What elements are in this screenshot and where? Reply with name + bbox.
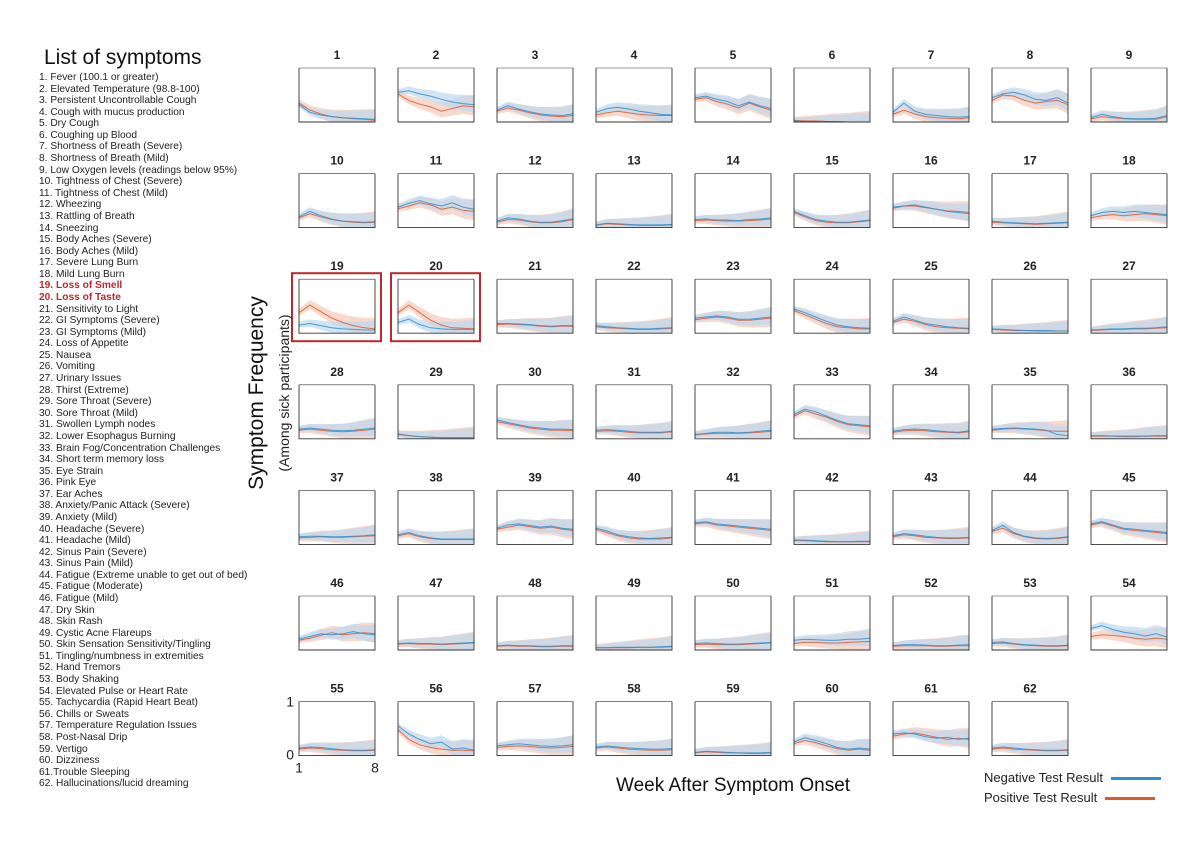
panel-title: 22	[627, 259, 641, 274]
panel-48	[497, 576, 573, 650]
panel-title: 9	[1125, 48, 1133, 62]
panel-title: 10	[330, 153, 344, 168]
panel-title: 20	[429, 259, 443, 274]
panel-23	[695, 259, 771, 333]
panel-title: 1	[333, 48, 341, 62]
y-tick-0: 0	[286, 746, 294, 763]
symptom-item-22: 22. GI Symptoms (Severe)	[39, 315, 160, 327]
symptom-item-62: 62. Hallucinations/lucid dreaming	[39, 778, 189, 790]
symptom-item-58: 58. Post-Nasal Drip	[39, 731, 128, 743]
panel-title: 12	[528, 153, 542, 168]
panel-52	[893, 576, 969, 650]
negative-band	[794, 208, 870, 227]
panel-title: 38	[429, 470, 443, 485]
panel-59	[695, 682, 771, 756]
panel-title: 34	[924, 364, 938, 379]
symptom-item-53: 53. Body Shaking	[39, 674, 119, 686]
panel-24	[794, 259, 870, 333]
panel-61	[893, 682, 969, 756]
symptom-item-56: 56. Chills or Sweats	[39, 708, 130, 720]
panel-27	[1091, 259, 1167, 333]
panel-12	[497, 154, 573, 228]
negative-line	[1091, 436, 1167, 437]
panel-1	[299, 48, 375, 122]
symptom-item-21: 21. Sensitivity to Light	[39, 303, 139, 315]
panel-26	[992, 259, 1068, 333]
panel-54	[1091, 576, 1167, 650]
panel-title: 42	[825, 470, 839, 485]
symptom-item-57: 57. Temperature Regulation Issues	[39, 720, 197, 732]
panel-title: 46	[330, 576, 344, 590]
panel-title: 23	[726, 259, 740, 274]
symptom-item-10: 10. Tightness of Chest (Severe)	[39, 176, 183, 188]
panel-title: 51	[825, 576, 839, 590]
panel-title: 7	[927, 48, 935, 62]
symptom-item-23: 23. GI Symptoms (Mild)	[39, 326, 146, 338]
panel-title: 16	[924, 153, 938, 168]
panel-3	[497, 48, 573, 122]
symptom-item-19: 19. Loss of Smell	[39, 280, 123, 292]
symptom-item-27: 27. Urinary Issues	[39, 373, 122, 385]
symptom-item-26: 26. Vomiting	[39, 361, 96, 373]
symptom-item-38: 38. Anxiety/Panic Attack (Severe)	[39, 500, 190, 512]
symptom-item-37: 37. Ear Aches	[39, 488, 103, 500]
negative-band	[695, 518, 771, 537]
symptom-item-60: 60. Dizziness	[39, 755, 100, 767]
symptom-item-29: 29. Sore Throat (Severe)	[39, 396, 152, 408]
symptom-item-31: 31. Swollen Lymph nodes	[39, 419, 156, 431]
panel-44	[992, 470, 1068, 544]
panel-title: 44	[1023, 470, 1037, 485]
panel-55	[286, 682, 379, 776]
panel-5	[695, 48, 771, 122]
panel-60	[794, 682, 870, 756]
panel-title: 62	[1023, 681, 1037, 696]
panel-title: 32	[726, 364, 740, 379]
panel-13	[596, 154, 672, 228]
symptom-item-15: 15. Body Aches (Severe)	[39, 234, 152, 246]
symptom-item-59: 59. Vertigo	[39, 743, 88, 755]
panel-28	[299, 365, 375, 439]
symptom-item-51: 51. Tingling/numbness in extremities	[39, 650, 204, 662]
panel-title: 30	[528, 364, 542, 379]
panel-title: 53	[1023, 576, 1037, 590]
panel-11	[398, 154, 474, 228]
y-axis-label: Symptom Frequency	[245, 296, 268, 490]
panel-41	[695, 470, 771, 544]
panel-4	[596, 48, 672, 122]
symptom-item-20: 20. Loss of Taste	[39, 291, 121, 303]
panel-58	[596, 682, 672, 756]
panel-16	[893, 154, 969, 228]
panel-title: 55	[330, 681, 344, 696]
panel-title: 37	[330, 470, 344, 485]
panel-title: 52	[924, 576, 938, 590]
symptom-item-48: 48. Skin Rash	[39, 616, 103, 628]
panel-21	[497, 259, 573, 333]
panel-33	[794, 365, 870, 439]
panel-49	[596, 576, 672, 650]
panel-title: 54	[1122, 576, 1136, 590]
panel-title: 11	[429, 153, 443, 168]
symptom-list-title: List of symptoms	[44, 46, 202, 69]
x-axis-label: Week After Symptom Onset	[616, 775, 851, 796]
panel-title: 13	[627, 153, 641, 168]
symptom-item-40: 40. Headache (Severe)	[39, 523, 145, 535]
symptom-item-32: 32. Lower Esophagus Burning	[39, 430, 176, 442]
panel-29	[398, 365, 474, 439]
panel-8	[992, 48, 1068, 122]
symptom-item-34: 34. Short term memory loss	[39, 454, 165, 466]
symptom-item-39: 39. Anxiety (Mild)	[39, 511, 118, 523]
symptom-item-5: 5. Dry Cough	[39, 118, 100, 130]
panel-title: 8	[1026, 48, 1034, 62]
legend-negative	[984, 770, 1161, 785]
symptom-item-11: 11. Tightness of Chest (Mild)	[39, 187, 168, 199]
panel-39	[497, 470, 573, 544]
symptom-item-17: 17. Severe Lung Burn	[39, 257, 139, 269]
panel-title: 56	[429, 681, 443, 696]
symptom-item-2: 2. Elevated Temperature (98.8-100)	[39, 83, 200, 95]
negative-band	[695, 307, 771, 325]
symptom-item-12: 12. Wheezing	[39, 199, 102, 211]
panel-46	[299, 576, 375, 650]
negative-band	[695, 421, 771, 439]
panel-title: 27	[1122, 259, 1136, 274]
symptom-item-24: 24. Loss of Appetite	[39, 338, 129, 350]
negative-band	[992, 521, 1068, 544]
panel-57	[497, 682, 573, 756]
panel-2	[398, 48, 474, 122]
legend-positive	[984, 790, 1155, 805]
symptom-item-49: 49. Cystic Acne Flareups	[39, 627, 152, 639]
panel-title: 29	[429, 364, 443, 379]
negative-band	[794, 532, 870, 545]
panel-title: 14	[726, 153, 740, 168]
panel-56	[398, 682, 474, 756]
panel-37	[299, 470, 375, 544]
symptom-item-7: 7. Shortness of Breath (Severe)	[39, 141, 183, 153]
panel-title: 6	[828, 48, 836, 62]
symptom-item-45: 45. Fatigue (Moderate)	[39, 581, 143, 593]
panel-title: 26	[1023, 259, 1037, 274]
panel-title: 57	[528, 681, 542, 696]
symptom-item-47: 47. Dry Skin	[39, 604, 95, 616]
legend-positive-label: Positive Test Result	[984, 790, 1098, 805]
symptom-item-8: 8. Shortness of Breath (Mild)	[39, 153, 169, 165]
panel-19	[292, 259, 381, 341]
panel-47	[398, 576, 474, 650]
symptom-item-16: 16. Body Aches (Mild)	[39, 245, 139, 257]
panel-title: 58	[627, 681, 641, 696]
panel-title: 39	[528, 470, 542, 485]
panel-axes	[893, 174, 969, 228]
symptom-item-33: 33. Brain Fog/Concentration Challenges	[39, 442, 221, 454]
panel-title: 45	[1122, 470, 1136, 485]
panel-38	[398, 470, 474, 544]
panel-62	[992, 682, 1068, 756]
symptom-item-41: 41. Headache (Mild)	[39, 535, 131, 547]
panel-30	[497, 365, 573, 439]
legend-negative-label: Negative Test Result	[984, 770, 1103, 785]
panel-title: 41	[726, 470, 740, 485]
panel-title: 17	[1023, 153, 1037, 168]
panel-title: 60	[825, 681, 839, 696]
x-tick-8: 8	[371, 759, 379, 776]
panel-25	[893, 259, 969, 333]
y-axis-sublabel: (Among sick participants)	[276, 314, 292, 472]
panel-42	[794, 470, 870, 544]
panel-title: 4	[630, 48, 638, 62]
panel-title: 18	[1122, 153, 1136, 168]
panel-20	[391, 259, 480, 341]
panel-43	[893, 470, 969, 544]
panel-title: 49	[627, 576, 641, 590]
symptom-item-46: 46. Fatigue (Mild)	[39, 593, 119, 605]
legend-negative-swatch	[1111, 777, 1161, 780]
panel-title: 59	[726, 681, 740, 696]
panel-18	[1091, 154, 1167, 228]
legend-positive-swatch	[1105, 797, 1155, 800]
panel-35	[992, 365, 1068, 439]
panel-title: 47	[429, 576, 443, 590]
symptom-item-55: 55. Tachycardia (Rapid Heart Beat)	[39, 697, 198, 709]
symptom-item-14: 14. Sneezing	[39, 222, 99, 234]
panel-title: 3	[531, 48, 539, 62]
panel-36	[1091, 365, 1167, 439]
panel-title: 48	[528, 576, 542, 590]
negative-band	[893, 635, 969, 650]
symptom-item-42: 42. Sinus Pain (Severe)	[39, 546, 147, 558]
panel-7	[893, 48, 969, 122]
panel-6	[794, 48, 870, 122]
panel-17	[992, 154, 1068, 228]
panel-title: 21	[528, 259, 542, 274]
negative-band	[497, 636, 573, 650]
panel-14	[695, 154, 771, 228]
panel-50	[695, 576, 771, 650]
symptom-item-1: 1. Fever (100.1 or greater)	[39, 72, 159, 83]
panel-title: 35	[1023, 364, 1037, 379]
symptom-item-28: 28. Thirst (Extreme)	[39, 384, 129, 396]
symptom-item-25: 25. Nausea	[39, 349, 92, 361]
panel-title: 36	[1122, 364, 1136, 379]
symptom-item-43: 43. Sinus Pain (Mild)	[39, 558, 133, 570]
symptom-item-18: 18. Mild Lung Burn	[39, 268, 125, 280]
symptom-item-50: 50. Skin Sensation Sensitivity/Tingling	[39, 639, 211, 651]
negative-band	[992, 213, 1068, 228]
negative-band	[596, 422, 672, 439]
panel-51	[794, 576, 870, 650]
panel-9	[1091, 48, 1167, 122]
symptom-item-61: 61.Trouble Sleeping	[39, 766, 130, 778]
panel-title: 33	[825, 364, 839, 379]
panel-title: 28	[330, 364, 344, 379]
panel-title: 40	[627, 470, 641, 485]
panel-title: 2	[432, 48, 440, 62]
panel-34	[893, 365, 969, 439]
x-tick-1: 1	[295, 759, 303, 776]
symptom-item-35: 35. Eye Strain	[39, 465, 103, 477]
symptom-item-30: 30. Sore Throat (Mild)	[39, 407, 138, 419]
panel-40	[596, 470, 672, 544]
negative-band	[299, 418, 375, 436]
panel-title: 5	[729, 48, 737, 62]
panel-title: 19	[330, 259, 344, 274]
symptom-item-3: 3. Persistent Uncontrollable Cough	[39, 95, 197, 107]
symptom-item-4: 4. Cough with mucus production	[39, 106, 185, 118]
panel-53	[992, 576, 1068, 650]
symptom-item-54: 54. Elevated Pulse or Heart Rate	[39, 685, 188, 697]
panel-31	[596, 365, 672, 439]
symptom-item-13: 13. Rattling of Breath	[39, 210, 135, 222]
panel-title: 15	[825, 153, 839, 168]
symptom-item-9: 9. Low Oxygen levels (readings below 95%)	[39, 164, 238, 176]
panel-22	[596, 259, 672, 333]
y-tick-1: 1	[286, 693, 294, 710]
panel-10	[299, 154, 375, 228]
panel-45	[1091, 470, 1167, 544]
symptom-item-36: 36. Pink Eye	[39, 477, 97, 489]
panel-title: 43	[924, 470, 938, 485]
panel-title: 50	[726, 576, 740, 590]
panel-title: 61	[924, 681, 938, 696]
negative-band	[497, 209, 573, 227]
symptom-item-52: 52. Hand Tremors	[39, 662, 121, 674]
panel-title: 24	[825, 259, 839, 274]
symptom-item-6: 6. Coughing up Blood	[39, 129, 137, 141]
symptom-item-44: 44. Fatigue (Extreme unable to get out of bed)	[39, 569, 248, 581]
panel-32	[695, 365, 771, 439]
panel-title: 31	[627, 364, 641, 379]
panel-title: 25	[924, 259, 938, 274]
panel-15	[794, 154, 870, 228]
